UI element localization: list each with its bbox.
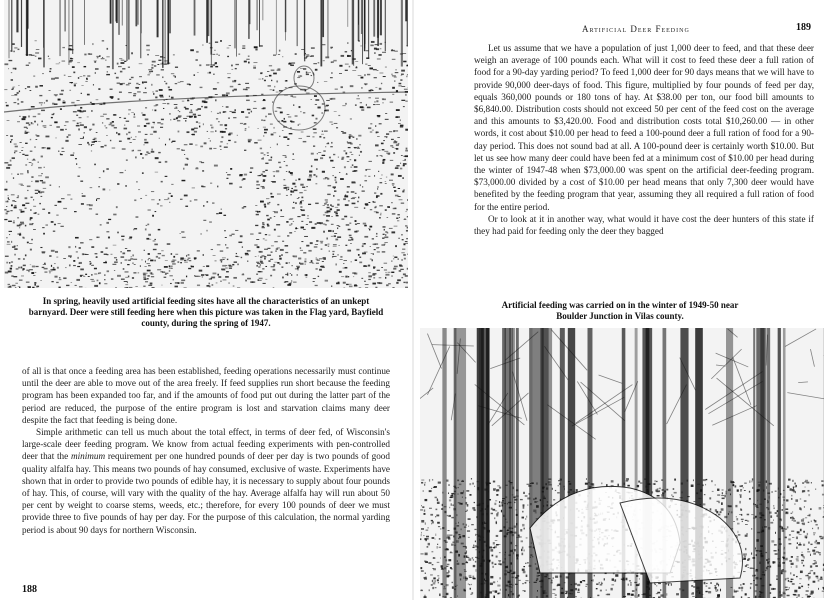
deer-forest-photo	[420, 328, 824, 598]
left-paragraph-2-part-b: requirement per one hundred pounds of deer per day is two pounds of good quality alfalfa hay. This means two pounds of hay consumed, exclusive of waste. Experiments have shown that in order to provide two pounds of edible hay, it is necessary to supply about four pounds of hay. This, of course, will vary with the quality of the hay. Average alfalfa hay will run about 50 per cent by weight to coarse stems, weeds, etc.; therefore, for every 100 pounds of deer we must provide three to five pounds of hay per day. For the purpose of this calculation, the normal yarding period is about 90 days for northern Wisconsin.	[22, 451, 390, 535]
right-page	[414, 0, 827, 600]
right-body-text	[474, 42, 814, 237]
left-page	[0, 0, 413, 600]
right-page-number: 189	[796, 22, 811, 33]
feeding-site-photo	[4, 0, 408, 288]
right-paragraph-1: Let us assume that we have a population of just 1,000 deer to feed, and that these deer weigh an average of 100 pounds each. What will it cost to feed these deer a full ration of food for a 90-day yarding period? To feed 1,000 deer for 90 days means that we will have to provide 90,000 deer-days of food. This figure, multiplied by four pounds of feed per day, equals 360,000 pounds or 180 tons of hay. At $38.00 per ton, our food bill amounts to $6,840.00. Distribution costs should not exceed 50 per cent of the feed cost on the average and this amounts to $3,420.00. Food and distribution costs total $10,260.00 — in other words, it cost about $10.00 per head to feed a 100-pound deer a full ration of food for a 90-day period. This does not sound bad at all. A 100-pound deer is certainly worth $10.00. But let us see how many deer could have been fed at a minimum cost of $10.00 per head during the winter of 1947-48 when $73,000.00 was spent on the artificial deer-feeding program. $73,000.00 divided by a cost of $10.00 per head means that only 7,300 deer would have benefited by the feeding program that year, assuming they all required a full ration of food for the entire period.	[474, 43, 814, 212]
right-paragraph-2: Or to look at it in another way, what would it have cost the deer hunters of this state if they had paid for feeding only the deer they bagged	[474, 213, 814, 237]
left-body-text	[22, 365, 390, 536]
left-paragraph-1: of all is that once a feeding area has been established, feeding operations necessarily must continue until the deer are able to move out of the area freely. If feed supplies run short because the feeding program has been expanded too far, and if the amounts of food put out during the latter part of the period are reduced, the purpose of the entire program is lost and starvation claims many deer despite the fact that feeding is being done.	[22, 366, 390, 425]
left-paragraph-2	[22, 426, 390, 536]
right-photo-caption: Artificial feeding was carried on in the winter of 1949-50 near Boulder Junction in Vilas county.	[501, 300, 739, 321]
running-head: Artificial Deer Feeding	[582, 24, 690, 34]
left-paragraph-2-part-a: Simple arithmetic can tell us much about the total effect, in terms of deer fed, of Wisconsin's large-scale deer feeding program. We know from actual feeding experiments with pen-controlled deer that the	[22, 427, 390, 462]
left-photo-caption: In spring, heavily used artificial feeding sites have all the characteristics of an unkept barnyard. Deer were still feeding here when this picture was taken in the Flag yard, Bayfield county, during the spring of 1947.	[28, 296, 384, 328]
left-paragraph-2-emphasis: minimum	[70, 451, 106, 462]
left-page-number: 188	[22, 584, 37, 595]
